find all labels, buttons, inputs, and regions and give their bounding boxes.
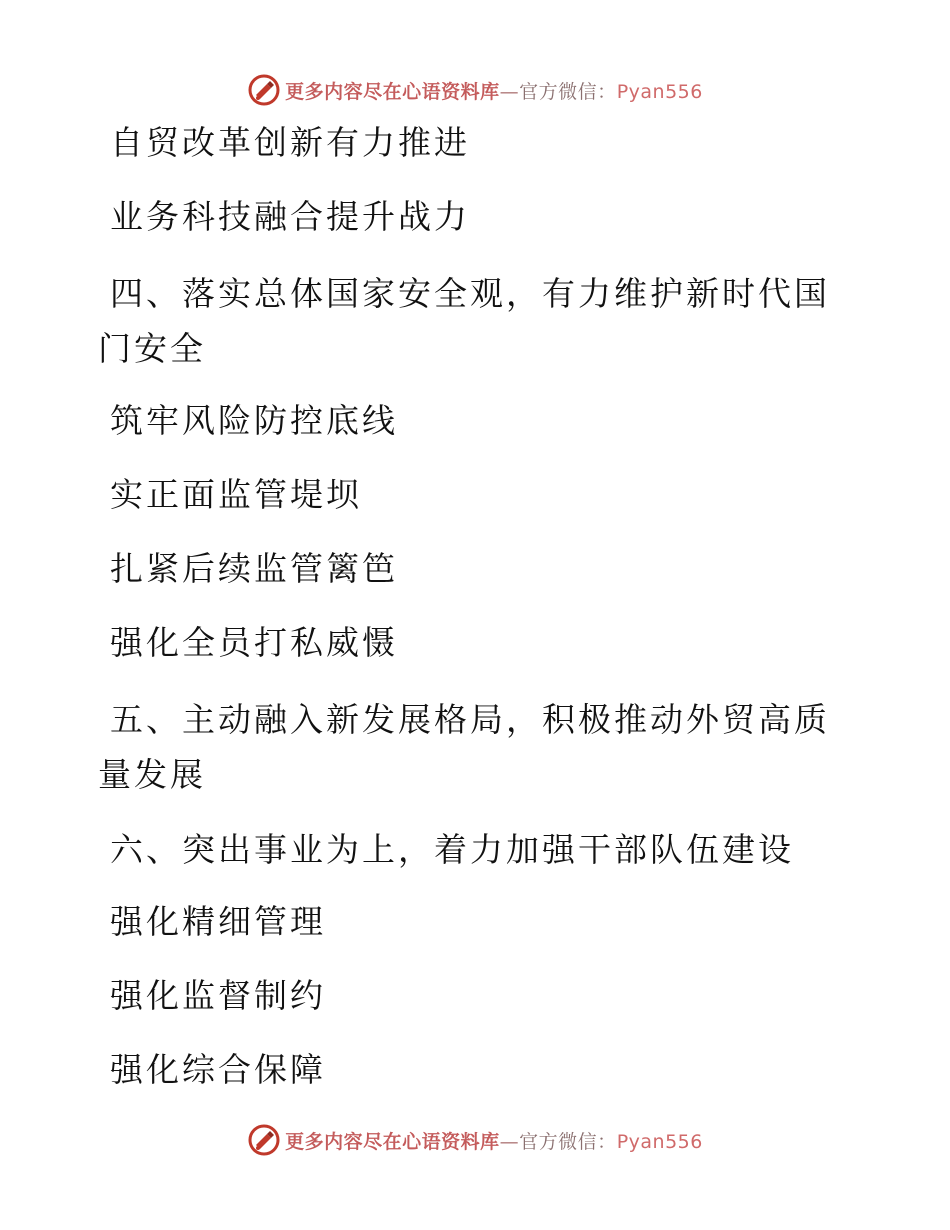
section-heading: 四、落实总体国家安全观，有力维护新时代国门安全	[98, 274, 830, 368]
watermark-handle: Pyan556	[616, 80, 703, 103]
logo-icon	[247, 1123, 281, 1157]
document-body	[98, 118, 838, 1119]
watermark-separator: —	[499, 80, 520, 103]
outline-item: 强化监督制约	[110, 976, 326, 1015]
outline-item: 强化综合保障	[110, 1050, 326, 1089]
footer-watermark	[0, 1120, 950, 1160]
watermark-separator: —	[499, 1130, 520, 1153]
watermark-handle: Pyan556	[616, 1130, 703, 1153]
outline-item: 强化全员打私威慑	[110, 623, 398, 662]
watermark-label: 官方微信：	[519, 80, 617, 103]
section-heading: 五、主动融入新发展格局，积极推动外贸高质量发展	[98, 700, 830, 794]
outline-item: 自贸改革创新有力推进	[110, 123, 470, 162]
outline-item: 强化精细管理	[110, 902, 326, 941]
outline-item: 筑牢风险防控底线	[110, 401, 398, 440]
watermark-text	[285, 1127, 703, 1154]
outline-item: 扎紧后续监管篱笆	[110, 549, 398, 588]
header-watermark	[0, 70, 950, 110]
section-heading: 六、突出事业为上，着力加强干部队伍建设	[110, 830, 794, 869]
watermark-main: 更多内容尽在心语资料库	[285, 1130, 500, 1153]
watermark-label: 官方微信：	[519, 1130, 617, 1153]
outline-item: 业务科技融合提升战力	[110, 197, 470, 236]
logo-icon	[247, 73, 281, 107]
watermark-main: 更多内容尽在心语资料库	[285, 80, 500, 103]
outline-item: 实正面监管堤坝	[110, 475, 362, 514]
watermark-text	[285, 77, 703, 104]
